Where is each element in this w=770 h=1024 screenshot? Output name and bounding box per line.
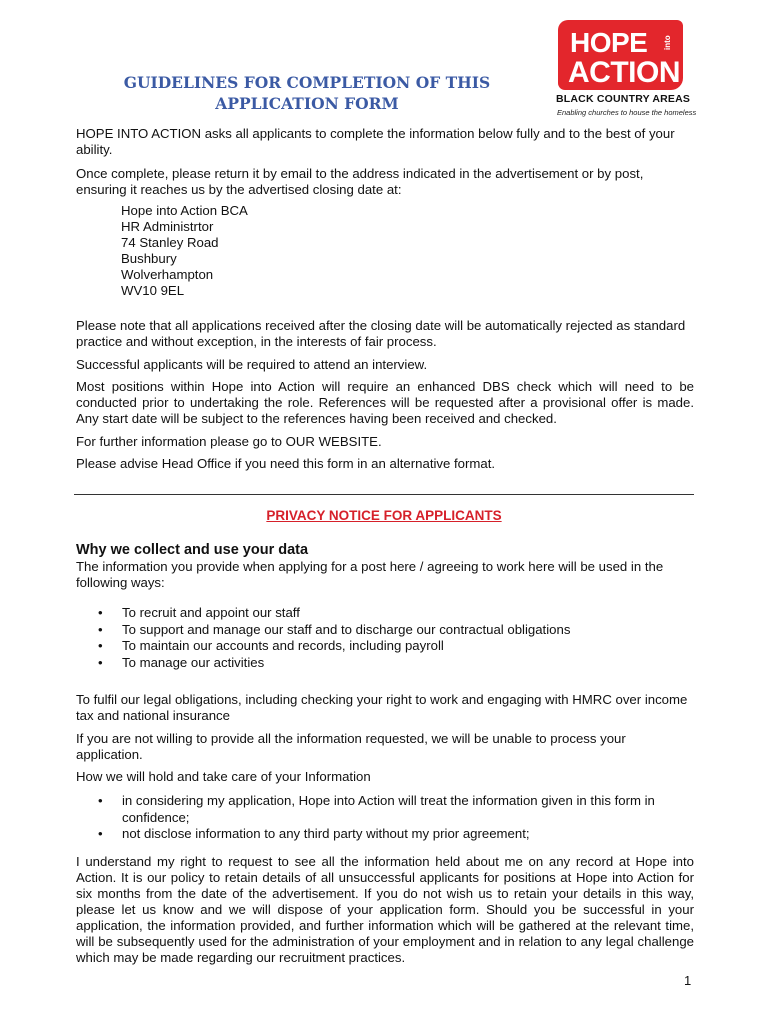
address-line: HR Administrtor xyxy=(121,219,214,234)
logo-action-text: ACTION xyxy=(568,56,680,89)
bullet-icon: • xyxy=(98,638,103,653)
intro-paragraph: HOPE INTO ACTION asks all applicants to complete the information below fully and to the best of your ability. xyxy=(76,126,675,157)
return-instructions: Once complete, please return it by email to the address indicated in the advertisement or by post, ensuring it reaches us by the advertised closing date at: xyxy=(76,166,644,197)
list-item xyxy=(76,638,694,655)
bullet-icon: • xyxy=(98,793,103,808)
privacy-notice-title: PRIVACY NOTICE FOR APPLICANTS xyxy=(266,508,502,523)
list-item xyxy=(76,622,694,639)
data-uses-list xyxy=(76,605,694,671)
bullet-icon: • xyxy=(98,605,103,620)
address-line: Hope into Action BCA xyxy=(121,203,248,218)
dbs-paragraph: Most positions within Hope into Action will require an enhanced DBS check which will need to be conducted prior to undertaking the role. References will be requested after a provisional offer is made. Any start date will be subject to the references having been received and checked. xyxy=(76,379,694,426)
guidelines-title xyxy=(92,72,522,114)
alt-format-note: Please advise Head Office if you need this form in an alternative format. xyxy=(76,456,496,471)
guidelines-title-line1: GUIDELINES FOR COMPLETION OF THIS xyxy=(123,73,491,92)
care-list xyxy=(76,793,694,843)
page-number: 1 xyxy=(684,973,692,988)
list-item xyxy=(76,655,694,672)
interview-note: Successful applicants will be required to attend an interview. xyxy=(76,357,428,372)
logo-region-text: BLACK COUNTRY AREAS xyxy=(556,93,691,105)
section-divider xyxy=(74,494,694,495)
list-item-text: To maintain our accounts and records, including payroll xyxy=(122,638,444,653)
list-item xyxy=(76,793,694,826)
list-item-text: in considering my application, Hope into Action will treat the information given in this form in confidence; xyxy=(122,793,655,825)
legal-obligations-paragraph: To fulfil our legal obligations, including checking your right to work and engaging with HMRC over income tax and national insurance xyxy=(76,692,688,723)
list-item-text: To manage our activities xyxy=(122,654,265,670)
hold-care-heading: How we will hold and take care of your Information xyxy=(76,769,371,784)
address-line: Bushbury xyxy=(121,251,177,266)
rights-paragraph: I understand my right to request to see all the information held about me on any record at Hope into Action. It is our policy to retain details of all unsuccessful applicants for positions at Hope into Action for six months from the date of the advertisement. If you do not wish us to retain your details in this way, please let us know and we will dispose of your application form. Should you be successful in your application, the information provided, and further information which will be gathered at the relevant time, will be subsequently used for the administration of your employment and in relation to any legal challenge which may be made regarding our recruitment practices. xyxy=(76,854,694,965)
postal-address xyxy=(121,203,248,299)
address-line: Wolverhampton xyxy=(121,267,214,282)
not-willing-paragraph: If you are not willing to provide all the information requested, we will be unable to process your application. xyxy=(76,731,626,762)
address-line: 74 Stanley Road xyxy=(121,235,219,250)
bullet-icon: • xyxy=(98,826,103,841)
list-item xyxy=(76,826,694,843)
bullet-icon: • xyxy=(98,621,103,637)
logo-badge xyxy=(558,20,683,90)
hope-into-action-logo xyxy=(553,14,697,117)
list-item-text: not disclose information to any third party without my prior agreement; xyxy=(122,826,530,841)
bullet-icon: • xyxy=(98,654,103,670)
website-link[interactable]: For further information please go to OUR WEBSITE. xyxy=(76,434,382,449)
address-line: WV10 9EL xyxy=(121,283,185,298)
list-item xyxy=(76,605,694,622)
guidelines-title-line2: APPLICATION FORM xyxy=(215,94,399,113)
why-collect-heading: Why we collect and use your data xyxy=(76,542,309,558)
list-item-text: To support and manage our staff and to discharge our contractual obligations xyxy=(122,621,571,637)
privacy-intro: The information you provide when applying for a post here / agreeing to work here will be used in the following ways: xyxy=(76,559,664,590)
logo-hope-text: HOPE xyxy=(570,27,648,58)
closing-date-note: Please note that all applications received after the closing date will be automatically rejected as standard practice and without exception, in the interests of fair process. xyxy=(76,318,686,349)
logo-into-text: into xyxy=(663,35,672,51)
list-item-text: To recruit and appoint our staff xyxy=(122,605,300,620)
logo-tagline: Enabling churches to house the homeless xyxy=(557,108,697,117)
website-note xyxy=(76,434,694,450)
